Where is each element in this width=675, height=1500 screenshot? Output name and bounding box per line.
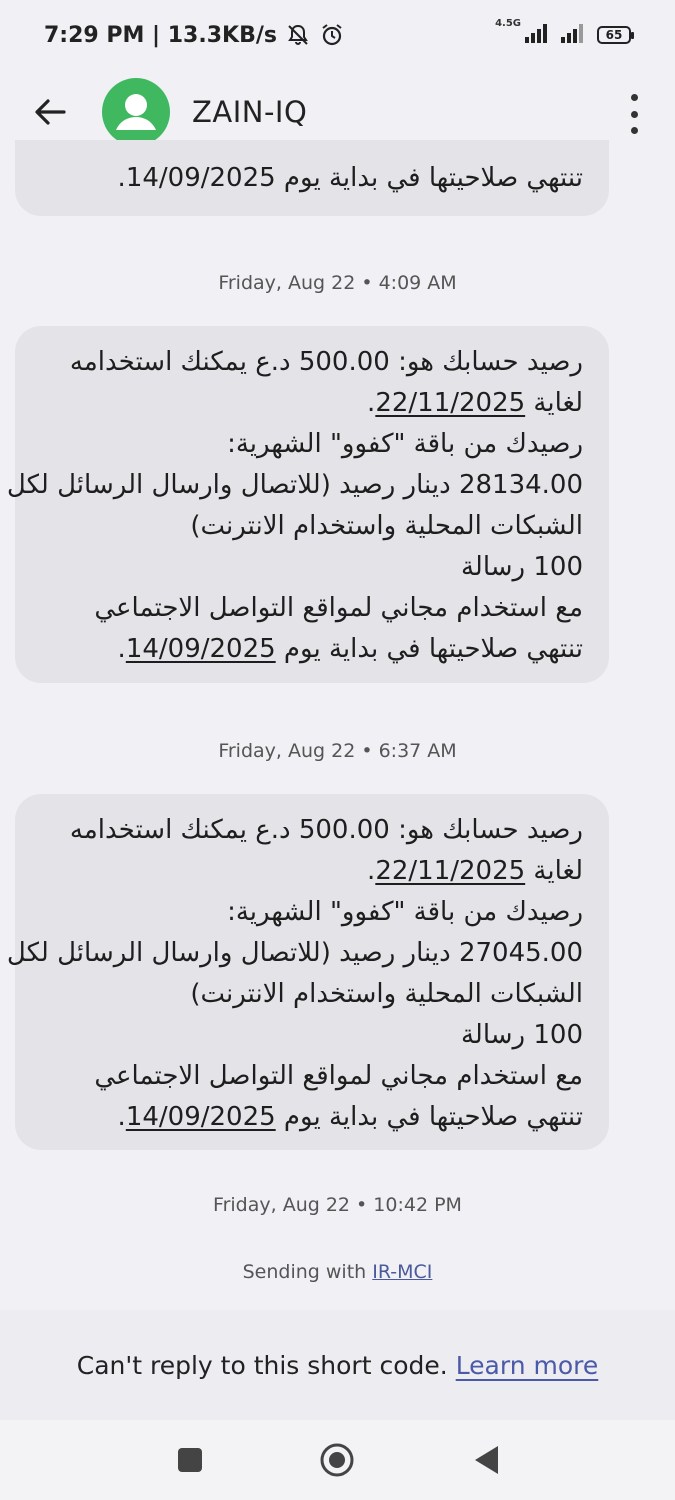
date-link[interactable]: 22/11/2025 bbox=[375, 388, 526, 418]
date-link[interactable]: 14/09/2025 bbox=[125, 1102, 276, 1132]
status-time: 7:29 PM | 13.3KB/s bbox=[44, 22, 277, 48]
message-line: لغاية 22/11/2025. bbox=[367, 388, 583, 418]
message-timestamp: Friday, Aug 22 • 10:42 PM bbox=[213, 1194, 462, 1216]
message-line: تنتهي صلاحيتها في بداية يوم 14/09/2025. bbox=[117, 634, 583, 664]
status-left bbox=[44, 22, 345, 48]
mute-notification-icon bbox=[285, 22, 311, 48]
message-line: 100 رسالة bbox=[460, 552, 583, 582]
sending-with-label: Sending with IR-MCI bbox=[242, 1261, 433, 1283]
message-line: 28134.00 دينار رصيد (للاتصال وارسال الرسائل لكل bbox=[6, 470, 583, 500]
battery-level: 65 bbox=[605, 28, 623, 42]
message-timestamp: Friday, Aug 22 • 6:37 AM bbox=[218, 740, 457, 762]
message-line: الشبكات المحلية واستخدام الانترنت) bbox=[190, 511, 583, 541]
message-bubble[interactable] bbox=[6, 794, 609, 1150]
back-triangle-icon[interactable] bbox=[468, 1442, 504, 1478]
message-line: رصيد حسابك هو: 500.00 د.ع يمكنك استخدامه bbox=[69, 347, 583, 377]
message-line: رصيد حسابك هو: 500.00 د.ع يمكنك استخدامه bbox=[69, 815, 583, 845]
signal-icon-2 bbox=[561, 23, 587, 47]
status-right bbox=[495, 18, 631, 47]
message-line: مع استخدام مجاني لمواقع التواصل الاجتماعي bbox=[94, 1061, 583, 1091]
message-line: مع استخدام مجاني لمواقع التواصل الاجتماعي bbox=[94, 593, 583, 623]
network-type: 4.5G bbox=[495, 18, 521, 29]
date-link[interactable]: 22/11/2025 bbox=[375, 856, 526, 886]
status-bar bbox=[0, 0, 675, 70]
message-line: 100 رسالة bbox=[460, 1020, 583, 1050]
message-line: رصيدك من باقة "كفوو" الشهرية: bbox=[227, 429, 583, 459]
more-options-icon[interactable] bbox=[627, 94, 641, 134]
sim-selector-link[interactable]: IR-MCI bbox=[372, 1261, 433, 1283]
battery-icon bbox=[597, 26, 631, 44]
home-circle-icon[interactable] bbox=[319, 1442, 355, 1478]
message-line: الشبكات المحلية واستخدام الانترنت) bbox=[190, 979, 583, 1009]
date-link[interactable]: 14/09/2025 bbox=[125, 163, 276, 193]
reply-disabled-text: Can't reply to this short code. bbox=[76, 1350, 448, 1380]
message-line: رصيدك من باقة "كفوو" الشهرية: bbox=[227, 897, 583, 927]
reply-disabled-bar bbox=[0, 1310, 675, 1420]
message-bubble-previous[interactable] bbox=[15, 140, 609, 216]
message-line: تنتهي صلاحيتها في بداية يوم 14/09/2025. bbox=[117, 1102, 583, 1132]
learn-more-link[interactable]: Learn more bbox=[455, 1350, 599, 1380]
date-link[interactable]: 14/09/2025 bbox=[125, 634, 276, 664]
message-line: 27045.00 دينار رصيد (للاتصال وارسال الرسائل لكل bbox=[6, 938, 583, 968]
signal-icon bbox=[525, 23, 551, 47]
back-arrow-icon[interactable] bbox=[30, 92, 70, 132]
contact-name[interactable]: ZAIN-IQ bbox=[192, 95, 308, 129]
recents-square-icon[interactable] bbox=[172, 1442, 208, 1478]
message-timestamp: Friday, Aug 22 • 4:09 AM bbox=[218, 272, 457, 294]
alarm-icon bbox=[319, 22, 345, 48]
system-nav-bar bbox=[0, 1420, 675, 1500]
message-line: تنتهي صلاحيتها في بداية يوم 14/09/2025. bbox=[117, 163, 583, 193]
message-bubble[interactable] bbox=[6, 326, 609, 683]
avatar[interactable] bbox=[102, 78, 170, 146]
message-line: لغاية 22/11/2025. bbox=[367, 856, 583, 886]
